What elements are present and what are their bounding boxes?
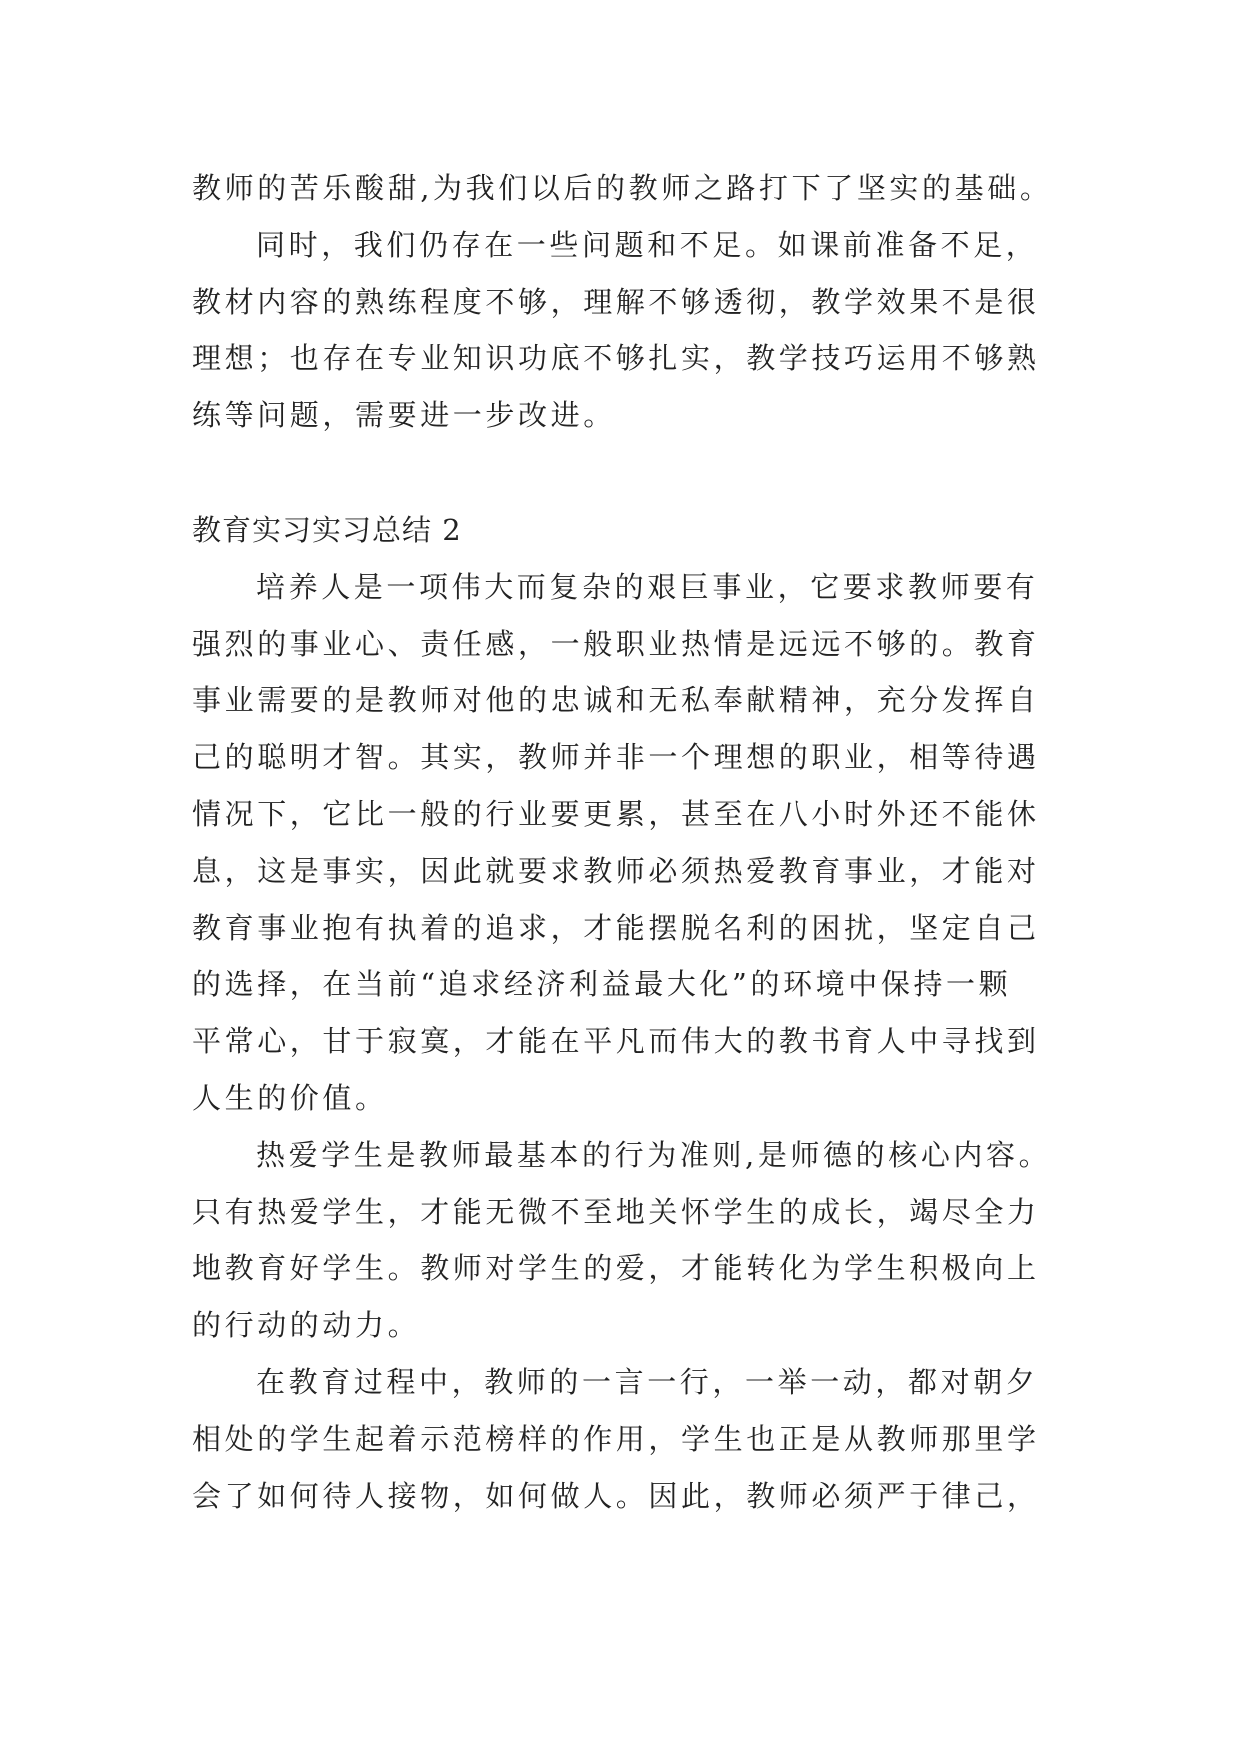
- text-line: 教师的苦乐酸甜,为我们以后的教师之路打下了坚实的基础。: [192, 171, 1053, 205]
- text-line: 的行动的动力。: [192, 1308, 421, 1343]
- section-spacer: [192, 444, 1112, 502]
- text-line: 息，这是事实，因此就要求教师必须热爱教育事业，才能对: [192, 853, 1040, 888]
- text-line: 练等问题，需要进一步改进。: [192, 398, 616, 433]
- section-title: 教育实习实习总结 2: [192, 512, 462, 547]
- text-line: 相处的学生起着示范榜样的作用，学生也正是从教师那里学: [192, 1421, 1040, 1456]
- text-line: 地教育好学生。教师对学生的爱，才能转化为学生积极向上: [192, 1251, 1040, 1286]
- text-line: 己的聪明才智。其实，教师并非一个理想的职业，相等待遇: [192, 740, 1040, 775]
- paragraph-first-line: 同时，我们仍存在一些问题和不足。如课前准备不足，: [256, 227, 1039, 262]
- paragraph-first-line: 在教育过程中，教师的一言一行，一举一动，都对朝夕: [256, 1364, 1039, 1399]
- text-line: 教材内容的熟练程度不够，理解不够透彻，教学效果不是很: [192, 284, 1040, 319]
- text-line: 平常心，甘于寂寞，才能在平凡而伟大的教书育人中寻找到: [192, 1024, 1040, 1059]
- paragraph-first-line: 培养人是一项伟大而复杂的艰巨事业，它要求教师要有: [256, 569, 1039, 604]
- text-line: 只有热爱学生，才能无微不至地关怀学生的成长，竭尽全力: [192, 1194, 1040, 1229]
- text-line: 强烈的事业心、责任感，一般职业热情是远远不够的。教育: [192, 626, 1040, 661]
- text-line: 会了如何待人接物，如何做人。因此，教师必须严于律己，: [192, 1478, 1040, 1513]
- text-line: 情况下，它比一般的行业要更累，甚至在八小时外还不能休: [192, 796, 1040, 831]
- text-line: 的选择，在当前“追求经济利益最大化”的环境中保持一颗: [192, 967, 1012, 1002]
- text-line: 事业需要的是教师对他的忠诚和无私奉献精神，充分发挥自: [192, 683, 1040, 718]
- text-line: 教育事业抱有执着的追求，才能摆脱名利的困扰，坚定自己: [192, 910, 1040, 945]
- text-line: 理想；也存在专业知识功底不够扎实，教学技巧运用不够熟: [192, 341, 1040, 376]
- document-body: [192, 160, 1112, 1524]
- paragraph-first-line: 热爱学生是教师最基本的行为准则,是师德的核心内容。: [256, 1137, 1052, 1172]
- text-line: 人生的价值。: [192, 1080, 388, 1115]
